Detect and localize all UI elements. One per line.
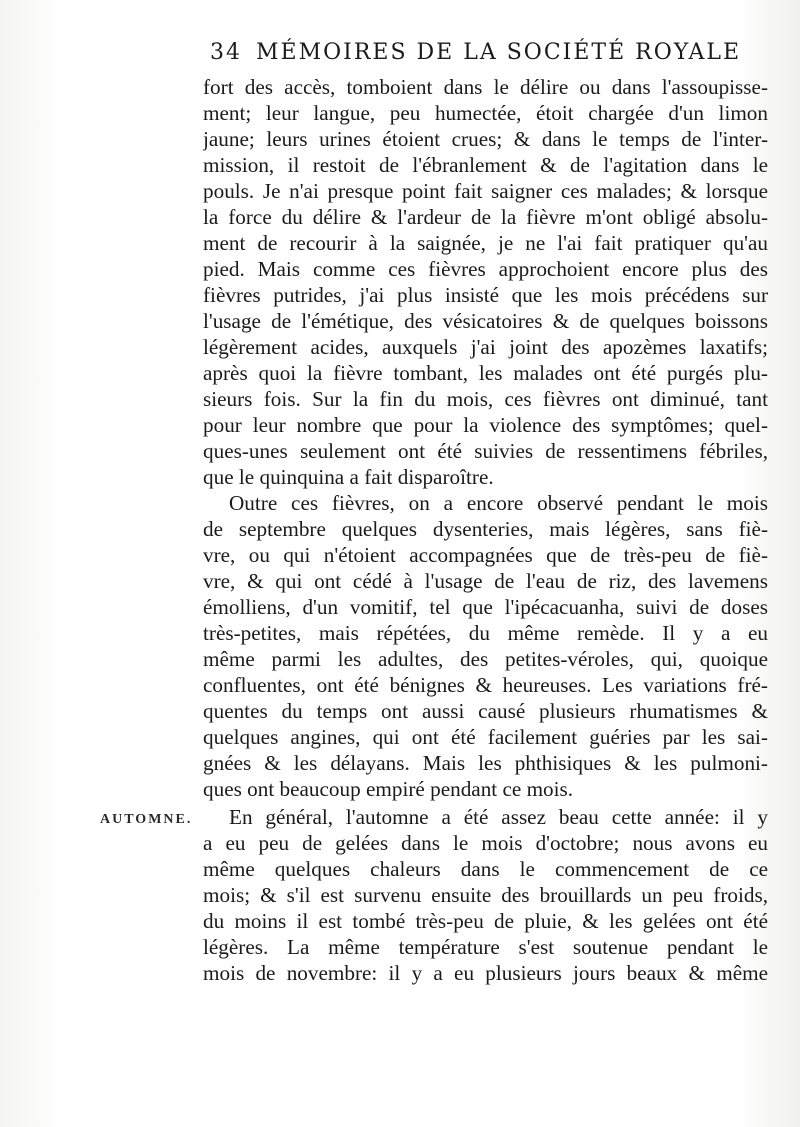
text-line: après quoi la fièvre tombant, les malades ont été purgés plu- — [203, 361, 768, 385]
text-line: confluentes, ont été bénignes & heureuses. Les variations fré- — [203, 673, 768, 697]
text-line: légèrement acides, auxquels j'ai joint des apozèmes laxatifs; — [203, 335, 768, 359]
paragraph-3 — [203, 804, 768, 986]
text-line: pouls. Je n'ai presque point fait saigner ces malades; & lorsque — [203, 179, 768, 203]
running-title: MÉMOIRES DE LA SOCIÉTÉ ROYALE — [256, 40, 742, 65]
text-line: même parmi les adultes, des petites-véroles, qui, quoique — [203, 647, 768, 671]
paragraph-2 — [203, 490, 768, 802]
text-line: même quelques chaleurs dans le commencement de ce — [203, 857, 768, 881]
text-line: vre, & qui ont cédé à l'usage de l'eau de riz, des lavemens — [203, 569, 768, 593]
text-line: émolliens, d'un vomitif, tel que l'ipécacuanha, suivi de doses — [203, 595, 768, 619]
body-text — [203, 74, 768, 802]
text-line: fort des accès, tomboient dans le délire ou dans l'assoupisse- — [203, 75, 768, 99]
text-line: la force du délire & l'ardeur de la fièvre m'ont obligé absolu- — [203, 205, 768, 229]
text-line: jaune; leurs urines étoient crues; & dans le temps de l'inter- — [203, 127, 768, 151]
text-line: Outre ces fièvres, on a encore observé pendant le mois — [229, 491, 768, 515]
text-line: mois de novembre: il y a eu plusieurs jours beaux & même — [203, 961, 768, 985]
text-line: l'usage de l'émétique, des vésicatoires & de quelques boissons — [203, 309, 768, 333]
text-line: du moins il est tombé très-peu de pluie, & les gelées ont été — [203, 909, 768, 933]
text-line: quelques angines, qui ont été facilement guéries par les sai- — [203, 725, 768, 749]
paragraph-1 — [203, 74, 768, 490]
text-line: ques ont beaucoup empiré pendant ce mois. — [203, 777, 574, 801]
text-line: En général, l'automne a été assez beau cette année: il y — [229, 805, 768, 829]
text-line: de septembre quelques dysenteries, mais légères, sans fiè- — [203, 517, 768, 541]
text-line: a eu peu de gelées dans le mois d'octobre; nous avons eu — [203, 831, 768, 855]
text-line: mois; & s'il est survenu ensuite des brouillards un peu froids, — [203, 883, 768, 907]
text-line: légères. La même température s'est soutenue pendant le — [203, 935, 768, 959]
text-line: pied. Mais comme ces fièvres approchoient encore plus des — [203, 257, 768, 281]
text-line: quentes du temps ont aussi causé plusieurs rhumatismes & — [203, 699, 768, 723]
text-line: pour leur nombre que pour la violence des symptômes; quel- — [203, 413, 768, 437]
text-line: vre, ou qui n'étoient accompagnées que de très-peu de fiè- — [203, 543, 768, 567]
text-line: ques-unes seulement ont été suivies de ressentimens fébriles, — [203, 439, 768, 463]
text-line: gnées & les délayans. Mais les phthisiques & les pulmoni- — [203, 751, 768, 775]
text-line: sieurs fois. Sur la fin du mois, ces fièvres ont diminué, tant — [203, 387, 768, 411]
text-line: ment de recourir à la saignée, je ne l'ai fait pratiquer qu'au — [203, 231, 768, 255]
text-line: très-petites, mais répétées, du même remède. Il y a eu — [203, 621, 768, 645]
text-line: ment; leur langue, peu humectée, étoit chargée d'un limon — [203, 101, 768, 125]
text-line: fièvres putrides, j'ai plus insisté que les mois précédens sur — [203, 283, 768, 307]
margin-label-autumn: AUTOMNE. — [100, 812, 193, 827]
page-number: 34 — [210, 40, 242, 65]
text-line: que le quinquina a fait disparoître. — [203, 465, 494, 489]
running-header — [210, 40, 770, 65]
text-line: mission, il restoit de l'ébranlement & de l'agitation dans le — [203, 153, 768, 177]
